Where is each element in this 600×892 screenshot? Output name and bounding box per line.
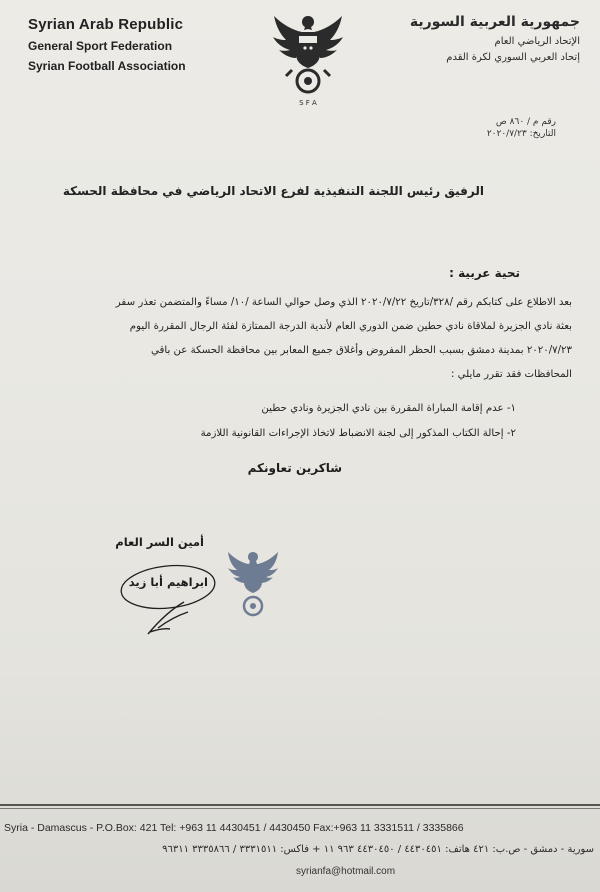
signatory-name: ابراهيم أبا زيد (128, 575, 208, 589)
english-letterhead (28, 16, 268, 73)
decision-item: ٢- إحالة الكتاب المذكور إلى لجنة الانضباط لاتخاذ الإجراءات القانونية اللازمة (200, 428, 516, 439)
svg-text:S F A: S F A (299, 99, 317, 107)
footer-divider (0, 804, 600, 806)
signatory-title: أمين السر العام (115, 535, 204, 549)
arabic-letterhead (360, 14, 580, 63)
decision-item: ١- عدم إقامة المباراة المقررة بين نادي الجزيرة ونادي حطين (261, 403, 516, 414)
footer-divider (0, 808, 600, 809)
addressee-line: الرفيق رئيس اللجنة التنفيذية لفرع الاتحاد الرياضي في محافظة الحسكة (62, 184, 484, 198)
eagle-emblem-icon (262, 10, 354, 108)
letterhead-country-ar: جمهورية العربية السورية (409, 14, 580, 30)
letterhead-association: Syrian Football Association (28, 59, 186, 73)
reference-number: رقم م / ٨٦٠ ص (495, 117, 556, 127)
footer-address-english: Syria - Damascus - P.O.Box: 421 Tel: +963 11 4430451 / 4430450 Fax:+963 11 3331511 / 3335866 (4, 822, 464, 834)
reference-date: التاريخ: ٢٠٢٠/٧/٢٣ (486, 129, 556, 139)
body-line: بعثة نادي الجزيرة لملاقاة نادي حطين ضمن الدوري العام لأندية الدرجة الممتازة لفئة الرجال المقررة اليوم (129, 321, 572, 332)
greeting-line: تحية عربية : (449, 266, 520, 280)
footer-address-arabic: سورية - دمشق - ص.ب: ٤٢١ هاتف: ٤٤٣٠٤٥١ / ٤٤٣٠٤٥٠ ٩٦٣ ١١ + فاكس: ٣٣٣١٥١١ / ٣٣٣٥٨٦٦ ٩٦٣١١ (162, 844, 594, 855)
body-line: بعد الاطلاع على كتابكم رقم /٣٢٨/تاريخ ٢٠٢٠/٧/٢٢ الذي وصل حوالي الساعة /١٠/ مساءً والمتضمن تعذر سفر (115, 297, 572, 308)
letterhead-federation: General Sport Federation (28, 39, 173, 53)
footer-email: syrianfa@hotmail.com (296, 866, 396, 877)
body-line: ٢٠٢٠/٧/٢٣ بمدينة دمشق بسبب الحظر المفروض وأغلاق جميع المعابر بين محافظة الحسكة عن باقي (151, 345, 572, 356)
closing-line: شاكرين تعاونكم (247, 461, 342, 475)
letterhead-association-ar: إتحاد العربي السوري لكرة القدم (446, 52, 580, 63)
handwritten-signature-icon (140, 598, 200, 638)
letterhead-country: Syrian Arab Republic (28, 16, 184, 33)
letterhead-federation-ar: الإتحاد الرياضي العام (494, 36, 580, 47)
body-line: المحافظات فقد تقرر مايلي : (451, 369, 572, 380)
eagle-stamp-icon (222, 548, 284, 628)
